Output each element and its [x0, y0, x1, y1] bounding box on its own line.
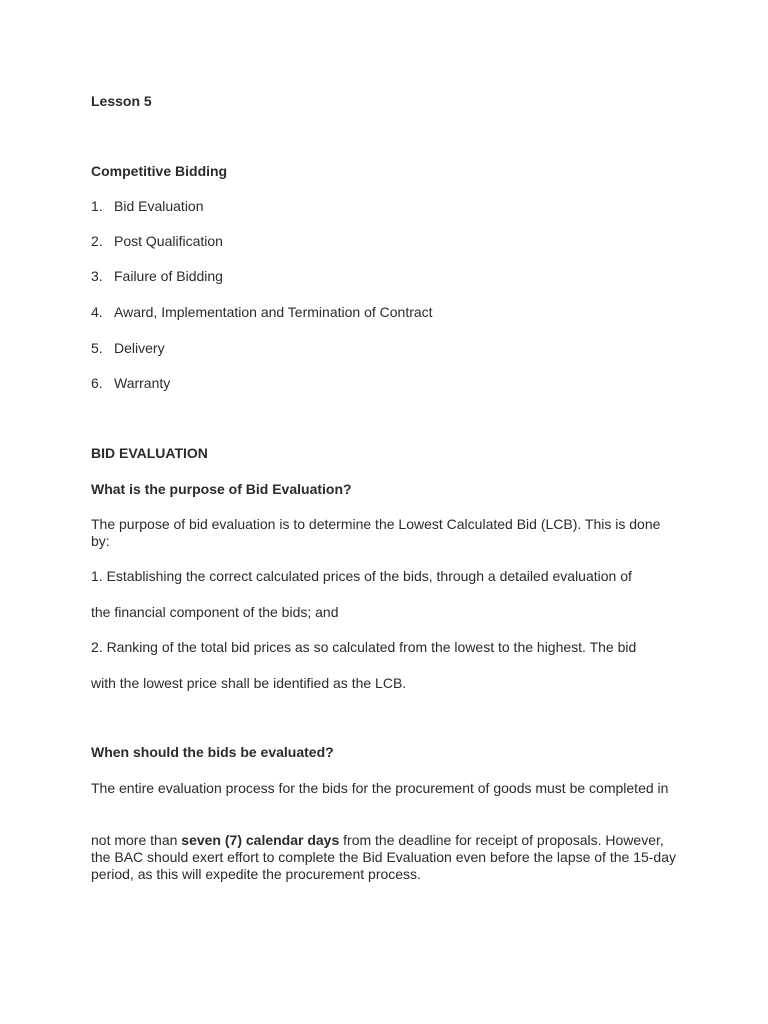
deadline-prefix: not more than: [91, 832, 182, 848]
topic-label: Delivery: [114, 340, 165, 356]
point-two-line-2: with the lowest price shall be identified as the LCB.: [91, 675, 407, 691]
topic-label: Failure of Bidding: [114, 268, 223, 284]
purpose-question: What is the purpose of Bid Evaluation?: [91, 481, 352, 497]
point-one-line-1: 1. Establishing the correct calculated prices of the bids, through a detailed evaluation of: [91, 568, 632, 584]
timing-paragraph: The entire evaluation process for the bids for the procurement of goods must be completed in: [91, 780, 669, 796]
lesson-title: Lesson 5: [91, 93, 152, 109]
topic-list-item: [91, 233, 223, 250]
section-title: Competitive Bidding: [91, 163, 228, 179]
topic-number: 4.: [91, 304, 103, 320]
topic-number: 6.: [91, 375, 103, 391]
topic-label: Warranty: [114, 375, 171, 391]
topic-list-item: [91, 304, 433, 321]
topic-number: 2.: [91, 233, 103, 249]
point-two-line-1: 2. Ranking of the total bid prices as so calculated from the lowest to the highest. The bid: [91, 639, 637, 655]
topic-label: Post Qualification: [114, 233, 223, 249]
topic-number: 3.: [91, 268, 103, 284]
topic-number: 5.: [91, 340, 103, 356]
topic-label: Award, Implementation and Termination of Contract: [114, 304, 433, 320]
topic-list-item: [91, 375, 170, 392]
topic-list-item: [91, 198, 204, 215]
topic-number: 1.: [91, 198, 103, 214]
bid-evaluation-heading: BID EVALUATION: [91, 445, 208, 461]
deadline-emphasis: seven (7) calendar days: [181, 832, 340, 848]
topic-list-item: [91, 268, 223, 285]
topic-label: Bid Evaluation: [114, 198, 204, 214]
purpose-paragraph: The purpose of bid evaluation is to determine the Lowest Calculated Bid (LCB). This is done by:: [91, 516, 661, 549]
topic-list-item: [91, 340, 165, 357]
deadline-paragraph: [91, 832, 681, 883]
timing-question: When should the bids be evaluated?: [91, 744, 334, 760]
deadline-suffix: from the deadline for receipt of proposals. However, the BAC should exert effort to complete the Bid Evaluation even before the lapse of the 15-day period, as this will expedite the procurement process.: [91, 832, 676, 882]
point-one-line-2: the financial component of the bids; and: [91, 604, 339, 620]
